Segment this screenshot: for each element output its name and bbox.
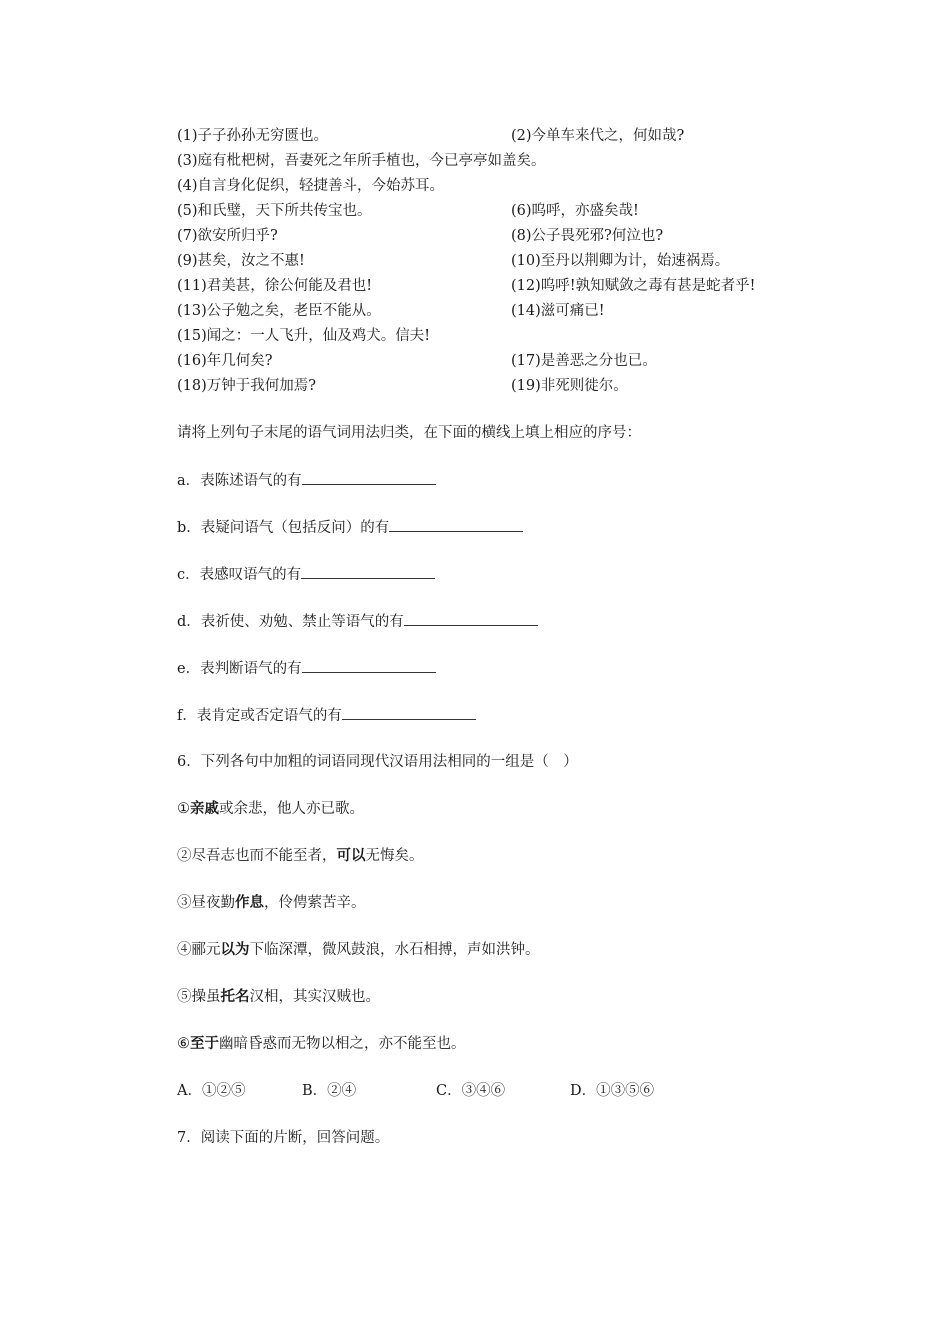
sentence-18: (18)万钟于我何加焉?: [177, 378, 317, 394]
q6-item-1: ①亲戚或余悲，他人亦已歌。: [177, 801, 364, 817]
sentence-15: (15)闻之：一人飞升，仙及鸡犬。信夫!: [177, 328, 431, 344]
instruction-text: 请将上列句子末尾的语气词用法归类，在下面的横线上填上相应的序号：: [177, 425, 641, 441]
sentence-17: (17)是善恶之分也已。: [511, 353, 657, 369]
option-b[interactable]: B．②④: [302, 1083, 357, 1099]
sentence-14: (14)滋可痛已!: [511, 303, 605, 319]
answer-blank-b[interactable]: [389, 517, 523, 532]
option-a[interactable]: A．①②⑤: [177, 1083, 246, 1099]
option-d[interactable]: D．①③⑤⑥: [570, 1083, 655, 1099]
category-b: b．表疑问语气（包括反问）的有: [177, 517, 523, 538]
q6-item-5: ⑤操虽托名汉相，其实汉贼也。: [177, 989, 380, 1005]
sentence-1: (1)子子孙孙无穷匮也。: [177, 128, 329, 144]
sentence-8: (8)公子畏死邪?何泣也?: [511, 228, 664, 244]
sentence-7: (7)欲安所归乎?: [177, 228, 278, 244]
answer-blank-f[interactable]: [342, 705, 476, 720]
sentence-12: (12)呜呼!孰知赋敛之毒有甚是蛇者乎!: [511, 278, 756, 294]
sentence-5: (5)和氏璧，天下所共传宝也。: [177, 203, 372, 219]
bold-term: 可以: [336, 848, 366, 864]
bold-term: 作息: [235, 895, 264, 911]
sentence-16: (16)年几何矣?: [177, 353, 273, 369]
sentence-11: (11)君美甚，徐公何能及君也!: [177, 278, 373, 294]
bold-term: 至于: [190, 1036, 219, 1052]
answer-blank-d[interactable]: [404, 611, 538, 626]
bold-term: 亲戚: [190, 801, 219, 817]
bold-term: 以为: [220, 942, 250, 958]
bold-term: 托名: [220, 989, 250, 1005]
sentence-2: (2)今单车来代之，何如哉?: [511, 128, 685, 144]
answer-blank-a[interactable]: [302, 470, 436, 485]
option-c[interactable]: C．③④⑥: [436, 1083, 506, 1099]
category-a: a．表陈述语气的有: [177, 470, 436, 491]
sentence-19: (19)非死则徙尔。: [511, 378, 628, 394]
category-f: f．表肯定或否定语气的有: [177, 705, 476, 726]
q6-item-3: ③昼夜勤作息，伶俜萦苦辛。: [177, 895, 366, 911]
answer-blank-e[interactable]: [302, 658, 436, 673]
sentence-3: (3)庭有枇杷树，吾妻死之年所手植也，今已亭亭如盖矣。: [177, 153, 546, 169]
sentence-10: (10)至丹以荆卿为计，始速祸焉。: [511, 253, 730, 269]
sentence-13: (13)公子勉之矣，老臣不能从。: [177, 303, 381, 319]
sentence-6: (6)呜呼，亦盛矣哉!: [511, 203, 639, 219]
category-c: c．表感叹语气的有: [177, 564, 435, 585]
q6-item-6: ⑥至于幽暗昏惑而无物以相之，亦不能至也。: [177, 1036, 466, 1052]
sentence-9: (9)甚矣，汝之不惠!: [177, 253, 305, 269]
q6-item-4: ④郦元以为下临深潭，微风鼓浪，水石相搏，声如洪钟。: [177, 942, 540, 958]
category-e: e．表判断语气的有: [177, 658, 436, 679]
question-7-stem: 7．阅读下面的片断，回答问题。: [177, 1130, 390, 1146]
q6-item-2: ②尽吾志也而不能至者，可以无悔矣。: [177, 848, 424, 864]
sentence-4: (4)自言身化促织，轻捷善斗，今始苏耳。: [177, 178, 445, 194]
question-6-stem: 6．下列各句中加粗的词语同现代汉语用法相同的一组是（ ）: [177, 754, 578, 770]
category-d: d．表祈使、劝勉、禁止等语气的有: [177, 611, 538, 632]
answer-blank-c[interactable]: [301, 564, 435, 579]
